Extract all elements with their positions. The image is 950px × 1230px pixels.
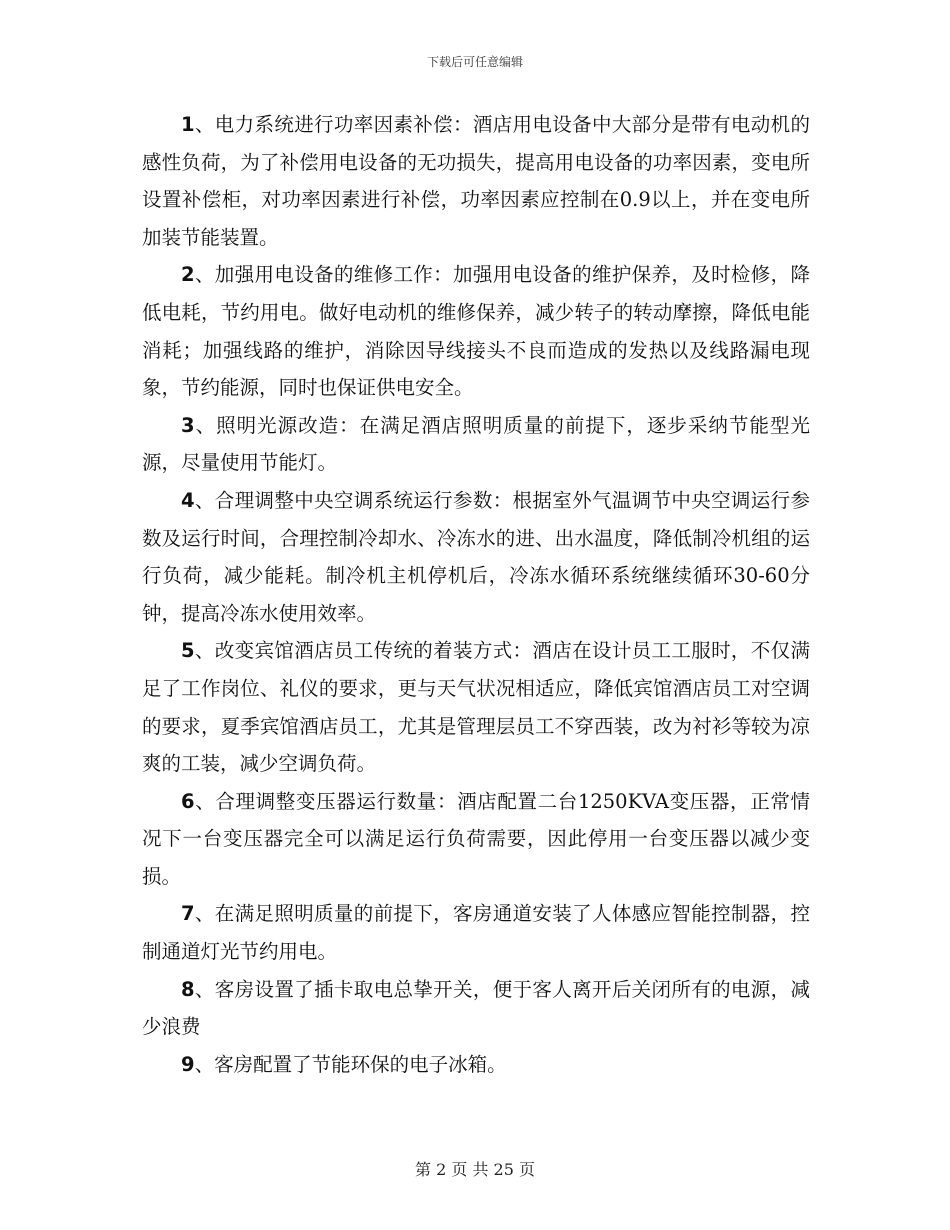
paragraph-text: 、合理调整变压器运行数量：酒店配置二台1250KVA变压器，正常情况下一台变压器完全可以满足运行负荷需要，因此停用一台变压器以减少变损。: [142, 789, 810, 888]
paragraph-text: 、照明光源改造：在满足酒店照明质量的前提下，逐步采纳节能型光源，尽量使用节能灯。: [142, 413, 810, 475]
paragraph-9: [142, 1046, 810, 1084]
page-footer: 第 2 页 共 25 页: [415, 1160, 535, 1179]
paragraph-3: [142, 407, 810, 482]
paragraph-8: [142, 971, 810, 1046]
document-body: [142, 106, 810, 1083]
paragraph-text: 、在满足照明质量的前提下，客房通道安装了人体感应智能控制器，控制通道灯光节约用电。: [142, 902, 810, 964]
paragraph-number: 9: [181, 1052, 195, 1076]
paragraph-text: 、合理调整中央空调系统运行参数：根据室外气温调节中央空调运行参数及运行时间，合理控制冷却水、冷冻水的进、出水温度，降低制冷机组的运行负荷，减少能耗。制冷机主机停机后，冷冻水循环系统继续循环30-60分钟，提高冷冻水使用效率。: [142, 488, 810, 625]
paragraph-4: [142, 482, 810, 632]
page-header: 下载后可任意编辑: [426, 55, 523, 69]
paragraph-number: 1: [181, 113, 195, 136]
paragraph-number: 8: [181, 977, 195, 1001]
paragraph-number: 5: [181, 639, 195, 663]
paragraph-6: [142, 783, 810, 896]
paragraph-number: 3: [181, 413, 195, 437]
paragraph-text: 、客房配置了节能环保的电子冰箱。: [194, 1052, 507, 1076]
paragraph-text: 、电力系统进行功率因素补偿：酒店用电设备中大部分是带有电动机的感性负荷，为了补偿用电设备的无功损失，提高用电设备的功率因素，变电所设置补偿柜，对功率因素进行补偿，功率因素应控制在0.9以上，并在变电所加装节能装置。: [142, 113, 810, 249]
paragraph-text: 、改变宾馆酒店员工传统的着装方式：酒店在设计员工工服时，不仅满足了工作岗位、礼仪的要求，更与天气状况相适应，降低宾馆酒店员工对空调的要求，夏季宾馆酒店员工，尤其是管理层员工不穿西装，改为衬衫等较为凉爽的工装，减少空调负荷。: [142, 639, 810, 776]
paragraph-7: [142, 895, 810, 970]
paragraph-number: 7: [181, 902, 195, 926]
paragraph-text: 、加强用电设备的维修工作：加强用电设备的维护保养，及时检修，降低电耗，节约用电。做好电动机的维修保养，减少转子的转动摩擦，降低电能消耗；加强线路的维护，消除因导线接头不良而造成的发热以及线路漏电现象，节约能源，同时也保证供电安全。: [142, 263, 810, 400]
paragraph-text: 、客房设置了插卡取电总挚开关，便于客人离开后关闭所有的电源，减少浪费: [142, 977, 810, 1039]
paragraph-number: 6: [181, 789, 195, 813]
paragraph-1: [142, 106, 810, 256]
paragraph-number: 4: [181, 488, 195, 512]
paragraph-number: 2: [181, 263, 195, 287]
paragraph-2: [142, 256, 810, 406]
paragraph-5: [142, 632, 810, 782]
